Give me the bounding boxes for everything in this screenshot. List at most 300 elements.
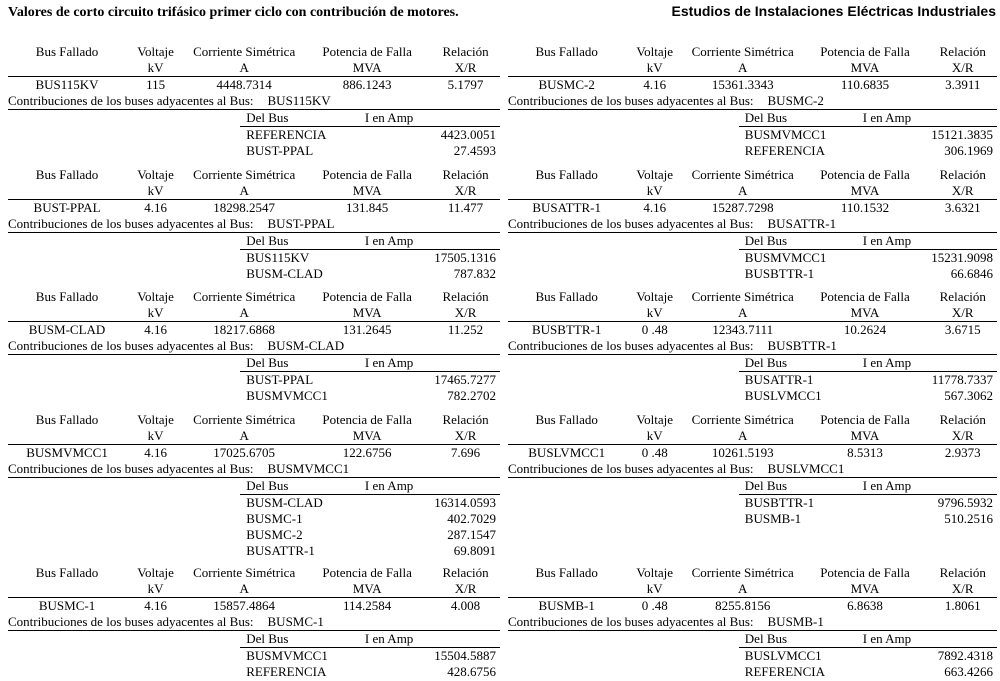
column-header-units	[508, 60, 625, 77]
column-header: Voltaje	[137, 289, 174, 304]
contribution-bus-name: BUSMVMCC1	[267, 461, 350, 476]
column-header: Potencia de Falla	[820, 167, 910, 182]
contribution-current: 69.8091	[453, 543, 496, 558]
contribution-bus: BUSMC-1	[246, 511, 303, 526]
potencia-value: 886.1243	[342, 77, 392, 92]
column-header: Voltaje	[137, 44, 174, 59]
contributions-caption	[8, 338, 500, 355]
contributions-caption	[8, 614, 500, 631]
column-header: Relación	[939, 412, 986, 427]
contribution-bus-name: BUSMC-2	[767, 93, 824, 108]
potencia-value: 8.5313	[847, 445, 883, 460]
contribution-bus: REFERENCIA	[744, 143, 825, 158]
column-header-units: MVA	[303, 581, 431, 598]
potencia-value: 131.2645	[342, 322, 392, 337]
header-row-2	[508, 60, 997, 77]
column-header-units: MVA	[801, 581, 928, 598]
corriente-value: 18298.2547	[213, 200, 276, 215]
contribution-row	[240, 143, 500, 159]
column-header: Voltaje	[636, 289, 673, 304]
fault-data-row	[508, 200, 997, 217]
column-header-units: kV	[126, 305, 185, 322]
voltaje-value: 4.16	[144, 200, 167, 215]
column-header: Bus Fallado	[35, 44, 99, 59]
contribution-current: 4423.0051	[440, 127, 496, 142]
voltaje-value: 0 .48	[641, 598, 668, 613]
contribution-bus: BUSM-CLAD	[246, 495, 323, 510]
column-header-units: kV	[625, 581, 684, 598]
header-row-2	[8, 581, 500, 598]
contribution-current: 15121.3835	[931, 127, 993, 142]
relacion-value: 1.8061	[944, 598, 981, 613]
bus-fault-block	[8, 565, 500, 680]
bus-fallado-value: BUSATTR-1	[532, 200, 601, 215]
column-header: Relación	[442, 289, 489, 304]
i-en-amp-header: I en Amp	[862, 355, 912, 370]
header-row-1	[8, 289, 500, 305]
column-header-units: A	[684, 305, 801, 322]
column-header-units: A	[684, 183, 801, 200]
column-header-units	[8, 60, 126, 77]
column-header-units: A	[684, 581, 801, 598]
i-en-amp-header: I en Amp	[364, 631, 414, 646]
bus-fallado-value: BUS115KV	[35, 77, 99, 92]
header-row-2	[508, 183, 997, 200]
column-header: Voltaje	[636, 412, 673, 427]
contributions-label: Contribuciones de los buses adyacentes al Bus:	[8, 338, 254, 353]
header-row-2	[8, 183, 500, 200]
fault-summary-table	[508, 44, 997, 93]
header-row-1	[508, 167, 997, 183]
contribution-bus: BUSATTR-1	[744, 372, 814, 387]
column-header-units	[508, 581, 625, 598]
contribution-bus-name: BUSBTTR-1	[767, 338, 837, 353]
column-header: Potencia de Falla	[322, 289, 412, 304]
header-row-2	[508, 305, 997, 322]
contribution-row	[739, 372, 997, 388]
contributions-table	[739, 355, 997, 404]
contributions-label: Contribuciones de los buses adyacentes al Bus:	[508, 216, 754, 231]
contribution-bus-name: BUS115KV	[267, 93, 331, 108]
column-header-units: MVA	[303, 428, 431, 445]
del-bus-header: Del Bus	[246, 631, 289, 646]
contributions-header-row	[240, 233, 500, 250]
contribution-current: 510.2516	[944, 511, 993, 526]
contribution-bus-name: BUST-PPAL	[267, 216, 335, 231]
contribution-current: 66.6846	[950, 266, 993, 281]
bus-fault-block	[8, 167, 500, 282]
bus-fault-block	[8, 412, 500, 559]
contributions-label: Contribuciones de los buses adyacentes al Bus:	[8, 93, 254, 108]
header-row-1	[8, 565, 500, 581]
contributions-table	[240, 478, 500, 559]
contributions-label: Contribuciones de los buses adyacentes al Bus:	[8, 614, 254, 629]
column-header: Relación	[442, 412, 489, 427]
column-header-units: kV	[625, 305, 684, 322]
column-header-units: A	[185, 581, 303, 598]
voltaje-value: 4.16	[643, 77, 667, 92]
contribution-bus-name: BUSLVMCC1	[767, 461, 845, 476]
relacion-value: 3.3911	[945, 77, 981, 92]
contribution-bus: BUSMC-2	[246, 527, 303, 542]
column-header-units: X/R	[431, 60, 500, 77]
contribution-bus: REFERENCIA	[246, 127, 327, 142]
i-en-amp-header: I en Amp	[862, 631, 912, 646]
column-header: Bus Fallado	[535, 289, 598, 304]
contribution-current: 17505.1316	[434, 250, 496, 265]
column-header: Potencia de Falla	[820, 289, 910, 304]
corriente-value: 15287.7298	[711, 200, 774, 215]
column-header: Bus Fallado	[35, 412, 99, 427]
column-header: Potencia de Falla	[322, 167, 412, 182]
corriente-value: 17025.6705	[213, 445, 276, 460]
header-row-2	[508, 428, 997, 445]
contributions-header-row	[739, 233, 997, 250]
column-header: Voltaje	[636, 44, 673, 59]
column-header: Corriente Simétrica	[691, 167, 794, 182]
corriente-value: 18217.6868	[213, 322, 276, 337]
fault-data-row	[8, 77, 500, 94]
contributions-header-row	[240, 631, 500, 648]
column-header-units: A	[684, 428, 801, 445]
del-bus-header: Del Bus	[744, 110, 788, 125]
fault-summary-table	[8, 167, 500, 216]
column-header-units: X/R	[929, 183, 997, 200]
column-header-units: X/R	[431, 183, 500, 200]
contribution-row	[240, 664, 500, 680]
column-header: Potencia de Falla	[322, 565, 412, 580]
potencia-value: 122.6756	[342, 445, 392, 460]
contribution-row	[739, 511, 997, 527]
contributions-label: Contribuciones de los buses adyacentes al Bus:	[8, 216, 254, 231]
corriente-value: 12343.7111	[712, 322, 774, 337]
column-header: Corriente Simétrica	[193, 167, 296, 182]
voltaje-value: 115	[146, 77, 166, 92]
relacion-value: 11.252	[447, 322, 484, 337]
bus-fault-block	[8, 289, 500, 404]
contribution-bus: BUSMVMCC1	[744, 127, 827, 142]
contribution-current: 27.4593	[453, 143, 496, 158]
contributions-table	[240, 355, 500, 404]
voltaje-value: 0 .48	[641, 322, 668, 337]
contribution-bus: BUS115KV	[246, 250, 310, 265]
relacion-value: 7.696	[450, 445, 481, 460]
contributions-header-row	[739, 355, 997, 372]
fault-summary-table	[508, 289, 997, 338]
bus-fallado-value: BUSMC-1	[38, 598, 96, 613]
column-header: Bus Fallado	[35, 289, 99, 304]
column-header-units: X/R	[929, 60, 997, 77]
contribution-bus-name: BUSMC-1	[267, 614, 324, 629]
contribution-row	[240, 648, 500, 664]
del-bus-header: Del Bus	[246, 233, 289, 248]
header-row-2	[8, 428, 500, 445]
contributions-table	[240, 631, 500, 680]
contribution-row	[240, 511, 500, 527]
column-header-units	[508, 183, 625, 200]
column-header: Bus Fallado	[35, 167, 99, 182]
contributions-label: Contribuciones de los buses adyacentes al Bus:	[508, 338, 754, 353]
fault-data-row	[8, 322, 500, 339]
column-header-units: MVA	[801, 60, 928, 77]
potencia-value: 6.8638	[847, 598, 883, 613]
contributions-caption	[508, 216, 997, 233]
fault-summary-table	[508, 565, 997, 614]
contributions-table	[739, 631, 997, 680]
column-header-units: X/R	[929, 581, 997, 598]
column-header: Corriente Simétrica	[193, 412, 296, 427]
contributions-label: Contribuciones de los buses adyacentes al Bus:	[508, 461, 754, 476]
contribution-row	[739, 143, 997, 159]
corriente-value: 15857.4864	[213, 598, 276, 613]
column-header: Corriente Simétrica	[193, 565, 296, 580]
contribution-row	[240, 388, 500, 404]
bus-fault-block	[508, 44, 997, 159]
contributions-caption	[508, 461, 997, 478]
contributions-caption	[8, 461, 500, 478]
header-row-1	[8, 412, 500, 428]
contribution-row	[739, 127, 997, 143]
column-header-units: MVA	[303, 60, 431, 77]
potencia-value: 110.1532	[840, 200, 890, 215]
contribution-current: 402.7029	[447, 511, 496, 526]
column-header: Relación	[939, 44, 986, 59]
contribution-row	[739, 664, 997, 680]
potencia-value: 110.6835	[840, 77, 890, 92]
contributions-header-row	[739, 110, 997, 127]
i-en-amp-header: I en Amp	[862, 233, 912, 248]
fault-data-row	[8, 445, 500, 462]
contributions-table	[240, 233, 500, 282]
contribution-bus-name: BUSATTR-1	[767, 216, 837, 231]
relacion-value: 2.9373	[944, 445, 981, 460]
report-title: Valores de corto circuito trifásico primer ciclo con contribución de motores.	[8, 5, 459, 20]
contribution-bus: BUSLVMCC1	[744, 648, 822, 663]
voltaje-value: 4.16	[643, 200, 667, 215]
bus-fallado-value: BUSLVMCC1	[528, 445, 606, 460]
voltaje-value: 4.16	[144, 322, 167, 337]
column-header: Relación	[442, 167, 489, 182]
report-brand-title: Estudios de Instalaciones Eléctricas Industriales	[671, 3, 996, 19]
contribution-bus: BUSMVMCC1	[744, 250, 827, 265]
fault-data-row	[508, 598, 997, 615]
column-header-units: kV	[126, 428, 185, 445]
contributions-caption	[508, 338, 997, 355]
column-header-units	[508, 305, 625, 322]
corriente-value: 10261.5193	[711, 445, 774, 460]
header-row-1	[8, 44, 500, 60]
title-row	[8, 3, 996, 21]
column-header: Relación	[442, 565, 489, 580]
column-header: Relación	[939, 565, 986, 580]
fault-summary-table	[508, 412, 997, 461]
header-row-1	[508, 289, 997, 305]
contribution-current: 663.4266	[944, 664, 993, 679]
column-header: Bus Fallado	[535, 565, 598, 580]
contribution-row	[739, 648, 997, 664]
del-bus-header: Del Bus	[246, 478, 289, 493]
del-bus-header: Del Bus	[744, 478, 788, 493]
fault-data-row	[508, 322, 997, 339]
column-header: Potencia de Falla	[322, 412, 412, 427]
contribution-row	[240, 372, 500, 388]
contributions-table	[739, 233, 997, 282]
fault-summary-table	[8, 412, 500, 461]
contribution-current: 15504.5887	[434, 648, 496, 663]
contributions-table	[739, 478, 997, 527]
relacion-value: 11.477	[447, 200, 484, 215]
bus-fault-block	[508, 167, 997, 282]
fault-data-row	[8, 200, 500, 217]
contribution-bus: BUSMVMCC1	[246, 388, 328, 403]
contribution-current: 9796.5932	[937, 495, 993, 510]
contributions-caption	[508, 93, 997, 110]
corriente-value: 8255.8156	[715, 598, 771, 613]
fault-data-row	[508, 77, 997, 94]
column-header-units: MVA	[801, 428, 928, 445]
contribution-bus: BUST-PPAL	[246, 372, 314, 387]
contribution-current: 7892.4318	[937, 648, 993, 663]
header-row-2	[8, 60, 500, 77]
contribution-row	[739, 250, 997, 266]
column-header-units: A	[185, 183, 303, 200]
contributions-table	[240, 110, 500, 159]
fault-summary-table	[508, 167, 997, 216]
bus-fallado-value: BUSBTTR-1	[532, 322, 602, 337]
voltaje-value: 0 .48	[641, 445, 668, 460]
contribution-row	[240, 527, 500, 543]
potencia-value: 114.2584	[343, 598, 392, 613]
column-header-units: X/R	[431, 581, 500, 598]
contributions-label: Contribuciones de los buses adyacentes al Bus:	[508, 614, 754, 629]
contribution-row	[240, 250, 500, 266]
fault-data-row	[508, 445, 997, 462]
contribution-bus: BUSMB-1	[744, 511, 802, 526]
column-header: Relación	[939, 289, 986, 304]
i-en-amp-header: I en Amp	[364, 478, 414, 493]
contribution-bus: BUSLVMCC1	[744, 388, 822, 403]
contribution-current: 787.832	[453, 266, 496, 281]
contributions-label: Contribuciones de los buses adyacentes al Bus:	[8, 461, 254, 476]
contribution-current: 15231.9098	[931, 250, 993, 265]
bus-fallado-value: BUSMVMCC1	[26, 445, 108, 460]
header-row-1	[8, 167, 500, 183]
contribution-current: 428.6756	[447, 664, 496, 679]
contribution-current: 306.1969	[944, 143, 993, 158]
voltaje-value: 4.16	[144, 445, 167, 460]
column-header-units: kV	[625, 183, 684, 200]
column-header: Corriente Simétrica	[691, 289, 794, 304]
contribution-current: 287.1547	[447, 527, 496, 542]
del-bus-header: Del Bus	[246, 355, 289, 370]
column-header: Corriente Simétrica	[691, 565, 794, 580]
del-bus-header: Del Bus	[744, 355, 788, 370]
column-header: Bus Fallado	[535, 167, 598, 182]
column-header: Corriente Simétrica	[691, 412, 794, 427]
column-header: Bus Fallado	[535, 412, 598, 427]
bus-fault-block	[8, 44, 500, 159]
column-header-units	[508, 428, 625, 445]
column-header: Potencia de Falla	[820, 565, 910, 580]
del-bus-header: Del Bus	[744, 233, 788, 248]
column-header-units	[8, 183, 126, 200]
contribution-bus: BUSBTTR-1	[744, 266, 815, 281]
bus-fault-block	[508, 565, 997, 680]
corriente-value: 4448.7314	[216, 77, 272, 92]
contribution-row	[739, 388, 997, 404]
column-header-units: kV	[625, 428, 684, 445]
header-row-2	[508, 581, 997, 598]
bus-fallado-value: BUSMB-1	[538, 598, 595, 613]
column-header: Bus Fallado	[535, 44, 598, 59]
header-row-1	[508, 412, 997, 428]
contributions-header-row	[739, 478, 997, 495]
bus-fallado-value: BUSMC-2	[538, 77, 595, 92]
potencia-value: 10.2624	[843, 322, 887, 337]
contribution-bus: REFERENCIA	[246, 664, 327, 679]
relacion-value: 3.6321	[944, 200, 981, 215]
column-header-units: A	[185, 305, 303, 322]
column-header: Corriente Simétrica	[193, 289, 296, 304]
voltaje-value: 4.16	[144, 598, 167, 613]
contribution-bus: BUSATTR-1	[246, 543, 315, 558]
contribution-row	[240, 495, 500, 511]
fault-summary-table	[8, 565, 500, 614]
header-row-1	[508, 44, 997, 60]
column-header-units: MVA	[801, 305, 928, 322]
corriente-value: 15361.3343	[711, 77, 774, 92]
contribution-row	[240, 266, 500, 282]
column-header-units: kV	[126, 183, 185, 200]
contribution-current: 11778.7337	[931, 372, 993, 387]
column-header-units: kV	[126, 581, 185, 598]
contributions-header-row	[240, 355, 500, 372]
contribution-current: 567.3062	[944, 388, 993, 403]
contribution-row	[739, 266, 997, 282]
column-header-units	[8, 581, 126, 598]
contributions-header-row	[240, 110, 500, 127]
column-header: Potencia de Falla	[322, 44, 412, 59]
fault-summary-table	[8, 289, 500, 338]
contributions-table	[739, 110, 997, 159]
relacion-value: 4.008	[450, 598, 481, 613]
i-en-amp-header: I en Amp	[364, 110, 414, 125]
column-header-units: MVA	[801, 183, 928, 200]
column-header-units: A	[684, 60, 801, 77]
contribution-row	[240, 127, 500, 143]
i-en-amp-header: I en Amp	[862, 478, 912, 493]
column-header: Voltaje	[636, 167, 673, 182]
relacion-value: 3.6715	[944, 322, 981, 337]
contribution-current: 782.2702	[447, 388, 496, 403]
contribution-bus-name: BUSM-CLAD	[267, 338, 345, 353]
column-header-units: kV	[126, 60, 185, 77]
contribution-row	[240, 543, 500, 559]
contributions-header-row	[240, 478, 500, 495]
contributions-label: Contribuciones de los buses adyacentes al Bus:	[508, 93, 754, 108]
column-header-units: A	[185, 60, 303, 77]
column-header: Bus Fallado	[35, 565, 99, 580]
column-header-units: X/R	[431, 305, 500, 322]
column-header: Potencia de Falla	[820, 412, 910, 427]
contributions-header-row	[739, 631, 997, 648]
column-header-units: MVA	[303, 183, 431, 200]
column-header: Voltaje	[636, 565, 673, 580]
column-header: Voltaje	[137, 412, 174, 427]
potencia-value: 131.845	[346, 200, 389, 215]
del-bus-header: Del Bus	[744, 631, 788, 646]
contributions-caption	[8, 93, 500, 110]
